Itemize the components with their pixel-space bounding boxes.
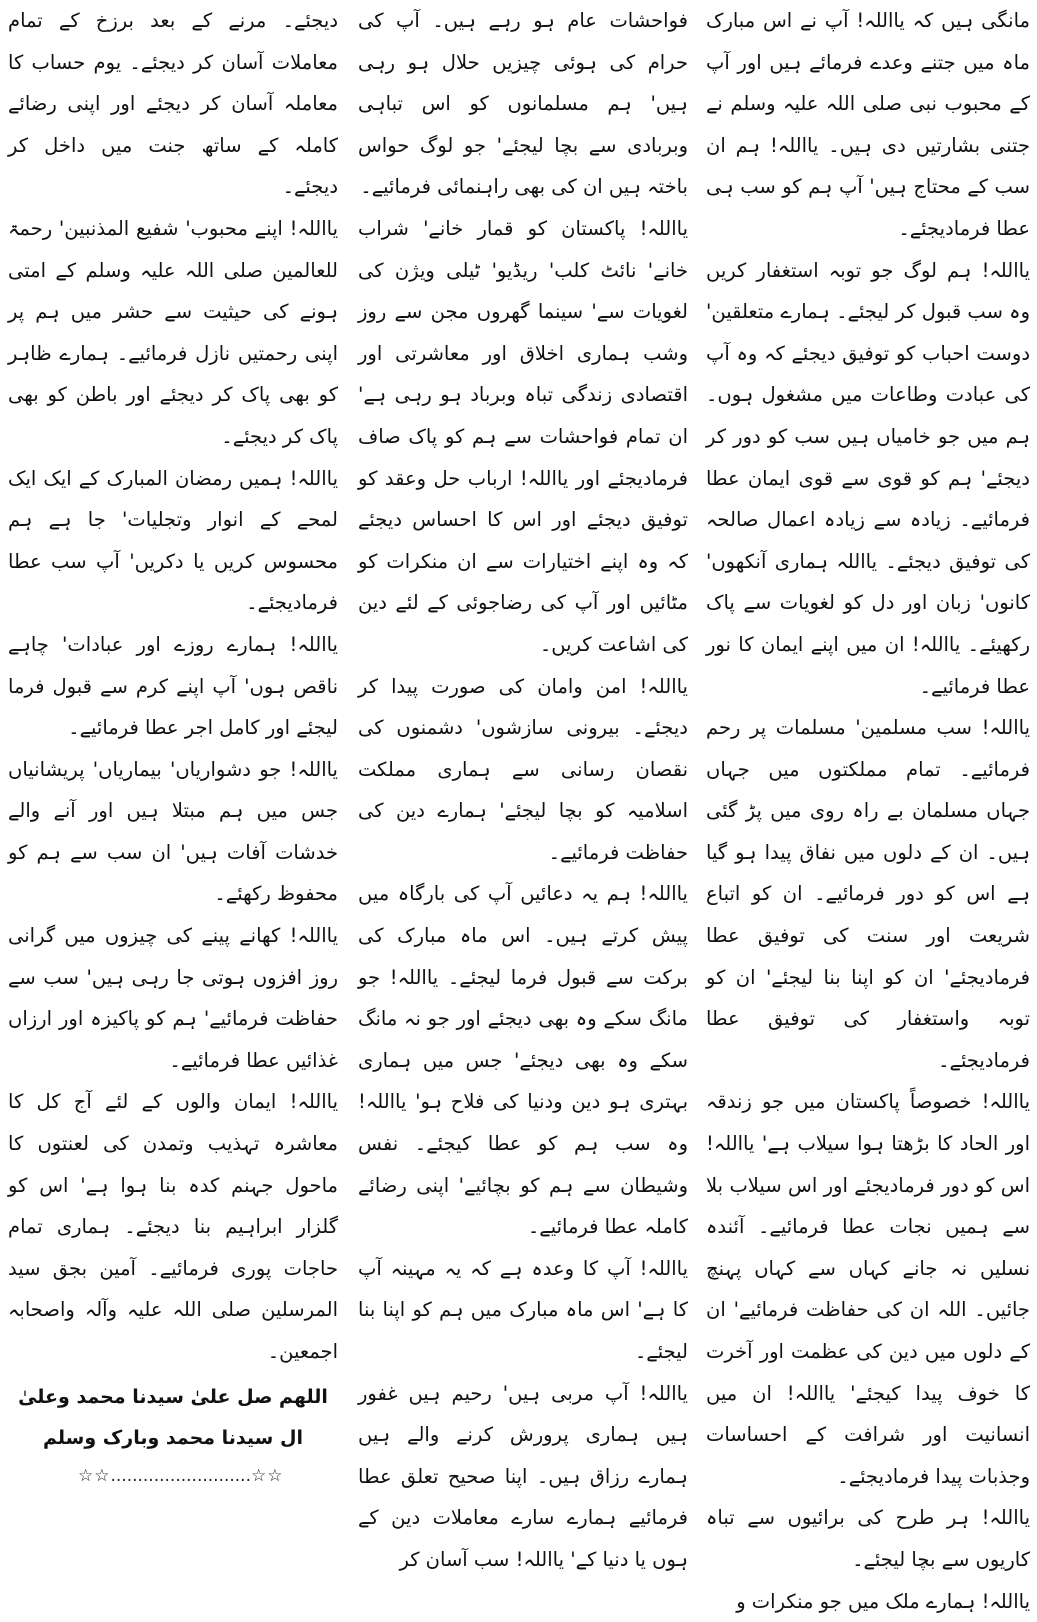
paragraph: یااللہ! ہم لوگ جو توبہ استغفار کریں وہ سب قبول کر لیجئے۔ ہمارے متعلقین' دوست احباب کو توفیق دیجئے کہ وہ آپ کی عبادت وطاعات میں مشغول ہوں۔ ہم میں جو خامیاں ہیں سب کو دور کر دیجئے' ہم کو قوی سے قوی ایمان عطا فرمائیے۔ زیادہ سے زیادہ اعمال صالحہ کی توفیق دیجئے۔ یااللہ ہماری آنکھوں' کانوں' زبان اور دل کو لغویات سے پاک رکھیئے۔ یااللہ! ان میں اپنے ایمان کا نور عطا فرمائیے۔ (706, 258, 1030, 698)
closing-line: اللھم صل علیٰ سیدنا محمد وعلیٰ (18, 1385, 328, 1408)
paragraph: یااللہ! ہمیں رمضان المبارک کے ایک ایک لمحے کے انوار وتجلیات' جا ہے ہم محسوس کریں یا دکریں' آپ سب عطا فرمادیجئے۔ (8, 466, 338, 615)
paragraph: یااللہ! ایمان والوں کے لئے آج کل کا معاشرہ تہذیب وتمدن کی لعنتوں کا ماحول جہنم کدہ بنا ہوا ہے' اس کو گلزار ابراہیم بنا دیجئے۔ ہماری تمام حاجات پوری فرمائیے۔ آمین بجق سید المرسلین صلی اللہ علیہ وآلہ واصحابہ اجمعین۔ (8, 1090, 338, 1363)
star-icon: ☆☆ (78, 1465, 111, 1486)
dotted-rule: .......................... (110, 1465, 251, 1486)
paragraph: یااللہ! ہمارے روزے اور عبادات' چاہے ناقص ہوں' آپ اپنے کرم سے قبول فرما لیجئے اور کامل اجر عطا فرمائیے۔ (8, 632, 338, 740)
paragraph: یااللہ! ہر طرح کی برائیوں سے تباہ کاریوں سے بچا لیجئے۔ (706, 1506, 1030, 1571)
paragraph: یااللہ! ہم یہ دعائیں آپ کی بارگاہ میں پیش کرتے ہیں۔ اس ماہ مبارک کی برکت سے قبول فرما لیجئے۔ یااللہ! جو مانگ سکے وہ بھی دیجئے اور جو نہ مانگ سکے وہ بھی دیجئے' جس میں ہماری بہتری ہو دین ودنیا کی فلاح ہو' یااللہ! وہ سب ہم کو عطا کیجئے۔ نفس وشیطان سے ہم کو بچائیے' اپنی رضائے کاملہ عطا فرمائیے۔ (358, 882, 688, 1239)
paragraph: یااللہ! جو دشواریاں' بیماریاں' پریشانیاں جس میں ہم مبتلا ہیں اور آنے والے خدشات آفات ہیں' ان سب سے ہم کو محفوظ رکھئے۔ (8, 757, 338, 906)
paragraph: یااللہ! کھانے پینے کی چیزوں میں گرانی روز افزوں ہوتی جا رہی ہیں' سب سے حفاظت فرمائیے' ہم کو پاکیزہ اور ارزاں غذائیں عطا فرمائیے۔ (8, 924, 338, 1072)
closing-line: ال سیدنا محمد وبارک وسلم (43, 1426, 303, 1449)
column-left (8, 0, 338, 1486)
paragraph: یااللہ! آپ مربی ہیں' رحیم ہیں غفور ہیں ہماری پرورش کرنے والے ہیں ہمارے رزاق ہیں۔ اپنا صحیح تعلق عطا فرمائیے ہمارے سارے معاملات دین کے ہوں یا دنیا کے' یااللہ! سب آسان کر (358, 1381, 688, 1571)
column-middle (358, 0, 688, 1571)
star-icon: ☆☆ (250, 1465, 284, 1486)
paragraph: یااللہ! امن وامان کی صورت پیدا کر دیجئے۔ بیرونی سازشوں' دشمنوں کی نقصان رسانی سے ہماری مملکت اسلامیہ کو بچا لیجئے' ہمارے دین کی حفاظت فرمائیے۔ (358, 674, 688, 864)
paragraph: یااللہ! خصوصاً پاکستان میں جو زندقہ اور الحاد کا بڑھتا ہوا سیلاب ہے' یااللہ! اس کو دور فرمادیجئے اور اس سیلاب بلا سے ہمیں نجات عطا فرمائیے۔ آئندہ نسلیں نہ جانے کہاں سے کہاں پہنچ جائیں۔ اللہ ان کی حفاظت فرمائیے' ان کے دلوں میں دین کی عظمت اور آخرت کا خوف پیدا کیجئے' یااللہ! ان میں انسانیت اور شرافت کے احساسات وجذبات پیدا فرمادیجئے۔ (706, 1090, 1030, 1488)
paragraph: یااللہ! ہمارے ملک میں جو منکرات و (736, 1589, 1030, 1613)
paragraph: فواحشات عام ہو رہے ہیں۔ آپ کی حرام کی ہوئی چیزیں حلال ہو رہی ہیں' ہم مسلمانوں کو اس تباہی وبربادی سے بچا لیجئے' جو لوگ حواس باختہ ہیں ان کی بھی راہنمائی فرمائیے۔ (358, 9, 688, 199)
closing-durood (8, 1377, 338, 1459)
paragraph: یااللہ! پاکستان کو قمار خانے' شراب خانے' نائٹ کلب' ریڈیو' ٹیلی ویژن کی لغویات سے' سینما گھروں مجن سے روز وشب ہماری اخلاق اور معاشرتی اور اقتصادی زندگی تباہ وبرباد ہو رہی ہے' ان تمام فواحشات سے ہم کو پاک صاف فرمادیجئے اور یااللہ! ارباب حل وعقد کو توفیق دیجئے اور اس کا احساس دیجئے کہ وہ اپنے اختیارات سے ان منکرات کو مٹائیں اور آپ کی رضاجوئی کے لئے دین کی اشاعت کریں۔ (358, 216, 688, 656)
paragraph: یااللہ! اپنے محبوب' شفیع المذنبین' رحمۃ للعالمین صلی اللہ علیہ وسلم کے امتی ہونے کی حیثیت سے حشر میں ہم پر اپنی رحمتیں نازل فرمائیے۔ ہمارے ظاہر کو بھی پاک کر دیجئے اور باطن کو بھی پاک کر دیجئے۔ (8, 216, 338, 448)
end-separator (8, 1461, 338, 1491)
paragraph: دیجئے۔ مرنے کے بعد برزخ کے تمام معاملات آسان کر دیجئے۔ یوم حساب کا معاملہ آسان کر دیجئے اور اپنی رضائے کاملہ کے ساتھ جنت میں داخل کر دیجئے۔ (8, 9, 338, 199)
paragraph: یااللہ! آپ کا وعدہ ہے کہ یہ مہینہ آپ کا ہے' اس ماہ مبارک میں ہم کو اپنا بنا لیجئے۔ (358, 1256, 688, 1363)
column-right (706, 0, 1030, 1613)
paragraph: یااللہ! سب مسلمین' مسلمات پر رحم فرمائیے۔ تمام مملکتوں میں جہاں جہاں مسلمان بے راہ روی میں پڑ گئی ہیں۔ ان کے دلوں میں نفاق پیدا ہو گیا ہے اس کو دور فرمائیے۔ ان کو اتباع شریعت اور سنت کی توفیق عطا فرمادیجئے' ان کو اپنا بنا لیجئے' ان کو توبہ واستغفار کی توفیق عطا فرمادیجئے۔ (706, 716, 1030, 1072)
paragraph: مانگی ہیں کہ یااللہ! آپ نے اس مبارک ماہ میں جتنے وعدے فرمائے ہیں اور آپ کے محبوب نبی صلی اللہ علیہ وسلم نے جتنی بشارتیں دی ہیں۔ یااللہ! ہم ان سب کے محتاج ہیں' آپ ہم کو سب ہی عطا فرمادیجئے۔ (706, 9, 1030, 240)
